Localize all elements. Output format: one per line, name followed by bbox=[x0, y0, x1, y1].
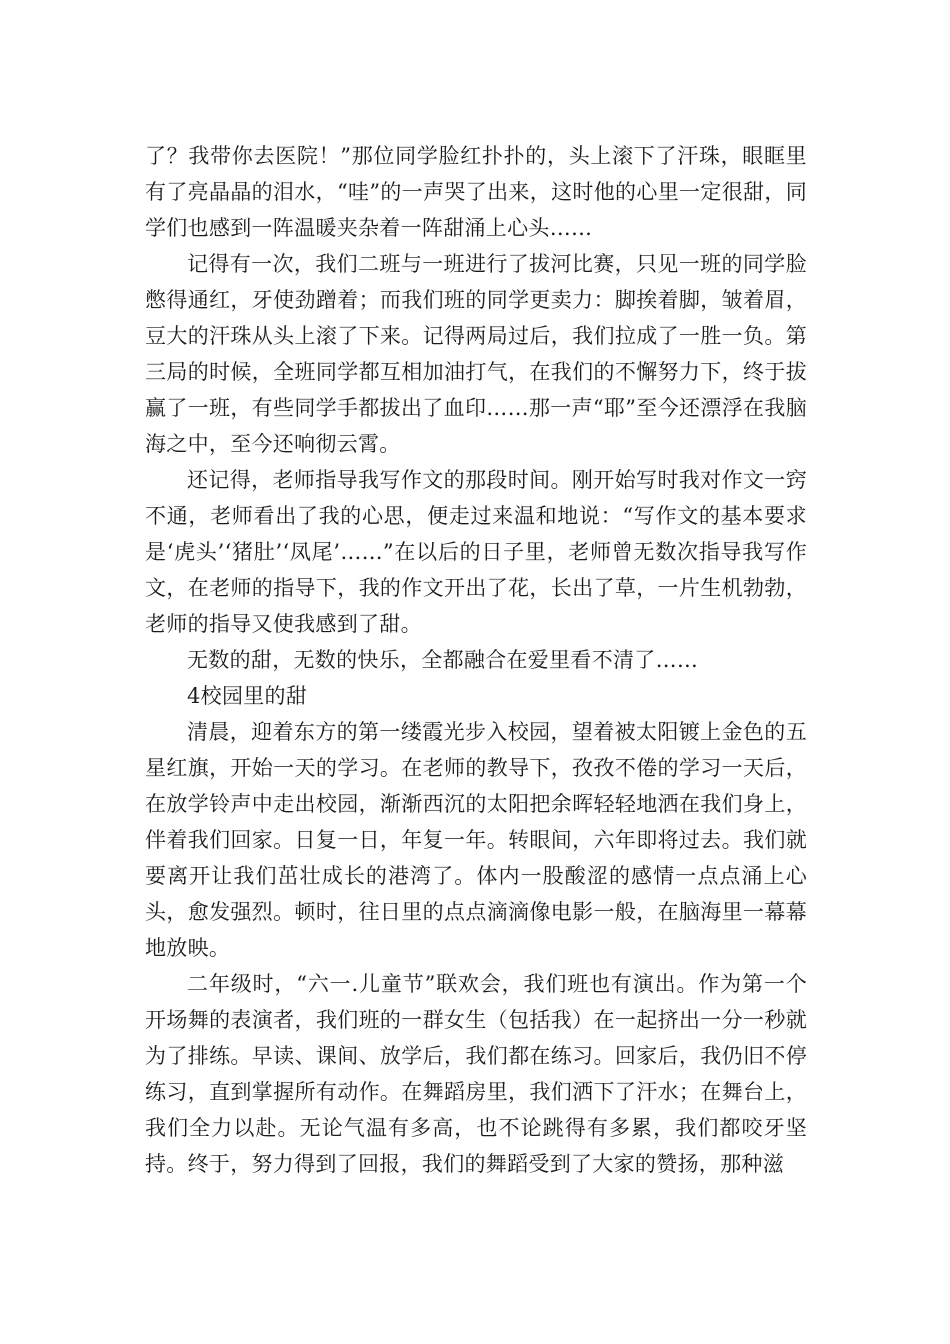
paragraph-morning: 清晨，迎着东方的第一缕霞光步入校园，望着被太阳镀上金色的五星红旗，开始一天的学习。在老师的教导下，孜孜不倦的学习一天后，在放学铃声中走出校园，渐渐西沉的太阳把余晖轻轻地洒在我们身上，伴着我们回家。日复一日，年复一年。转眼间，六年即将过去。我们就要离开让我们茁壮成长的港湾了。体内一股酸涩的感情一点点涌上心头，愈发强烈。顿时，往日里的点点滴滴像电影一般，在脑海里一幕幕地放映。 bbox=[145, 720, 807, 960]
section-heading: 4校园里的甜 bbox=[187, 684, 308, 708]
paragraph-summary: 无数的甜，无数的快乐，全都融合在爱里看不清了…… bbox=[187, 648, 699, 672]
document-body bbox=[145, 138, 807, 1182]
paragraph-childrens-day: 二年级时，“六一.儿童节”联欢会，我们班也有演出。作为第一个开场舞的表演者，我们班的一群女生（包括我）在一起挤出一分一秒就为了排练。早读、课间、放学后，我们都在练习。回家后，我仍旧不停练习，直到掌握所有动作。在舞蹈房里，我们洒下了汗水；在舞台上，我们全力以赴。无论气温有多高，也不论跳得有多累，我们都咬牙坚持。终于，努力得到了回报，我们的舞蹈受到了大家的赞扬，那种滋 bbox=[145, 972, 807, 1176]
paragraph-teacher-writing: 还记得，老师指导我写作文的那段时间。刚开始写时我对作文一窍不通，老师看出了我的心思，便走过来温和地说：“写作文的基本要求是‘虎头’‘猪肚’‘凤尾’……”在以后的日子里，老师曾无数次指导我写作文，在老师的指导下，我的作文开出了花，长出了草，一片生机勃勃，老师的指导又使我感到了甜。 bbox=[145, 468, 807, 636]
paragraph-tug-of-war: 记得有一次，我们二班与一班进行了拔河比赛，只见一班的同学脸憋得通红，牙使劲蹭着；而我们班的同学更卖力：脚挨着脚，皱着眉，豆大的汗珠从头上滚了下来。记得两局过后，我们拉成了一胜一负。第三局的时候，全班同学都互相加油打气，在我们的不懈努力下，终于拔赢了一班，有些同学手都拔出了血印……那一声“耶”至今还漂浮在我脑海之中，至今还响彻云霄。 bbox=[145, 252, 807, 456]
paragraph-continuation: 了？我带你去医院！”那位同学脸红扑扑的，头上滚下了汗珠，眼眶里有了亮晶晶的泪水，“哇”的一声哭了出来，这时他的心里一定很甜，同学们也感到一阵温暖夹杂着一阵甜涌上心头…… bbox=[145, 144, 807, 240]
